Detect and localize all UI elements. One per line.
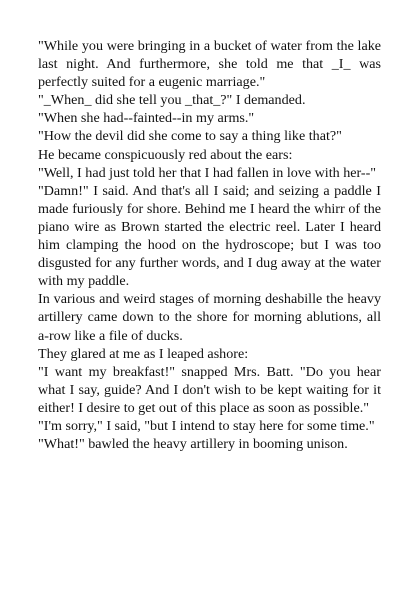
- paragraph: They glared at me as I leaped ashore:: [38, 345, 249, 362]
- document-page: [38, 37, 381, 453]
- paragraph: "I'm sorry," I said, "but I intend to stay here for some time.": [38, 417, 375, 434]
- paragraph: He became conspicuously red about the ears:: [38, 146, 293, 163]
- paragraph: "Well, I had just told her that I had fallen in love with her--": [38, 164, 377, 181]
- paragraph: "While you were bringing in a bucket of water from the lake last night. And furthermore, she told me that _I_ was perfectly suited for a eugenic marriage.": [38, 38, 381, 91]
- paragraph: "When she had--fainted--in my arms.": [38, 110, 255, 127]
- paragraph: "Damn!" I said. And that's all I said; and seizing a paddle I made furiously for shore. Behind me I heard the whirr of the piano wire as Brown started the electric reel. Later I heard him clamping the hood on the hydroscope; but I was too disgusted for any further words, and I dug away at the water with my paddle.: [38, 182, 381, 290]
- paragraph: "_When_ did she tell you _that_?" I demanded.: [38, 92, 306, 109]
- paragraph: In various and weird stages of morning deshabille the heavy artillery came down to the shore for morning ablutions, all a-row like a file of ducks.: [38, 291, 381, 344]
- paragraph: "I want my breakfast!" snapped Mrs. Batt. "Do you hear what I say, guide? And I don't wish to be kept waiting for it either! I desire to get out of this place as soon as possible.": [38, 363, 381, 416]
- paragraph: "How the devil did she come to say a thing like that?": [38, 128, 342, 145]
- paragraph: "What!" bawled the heavy artillery in booming unison.: [38, 436, 348, 453]
